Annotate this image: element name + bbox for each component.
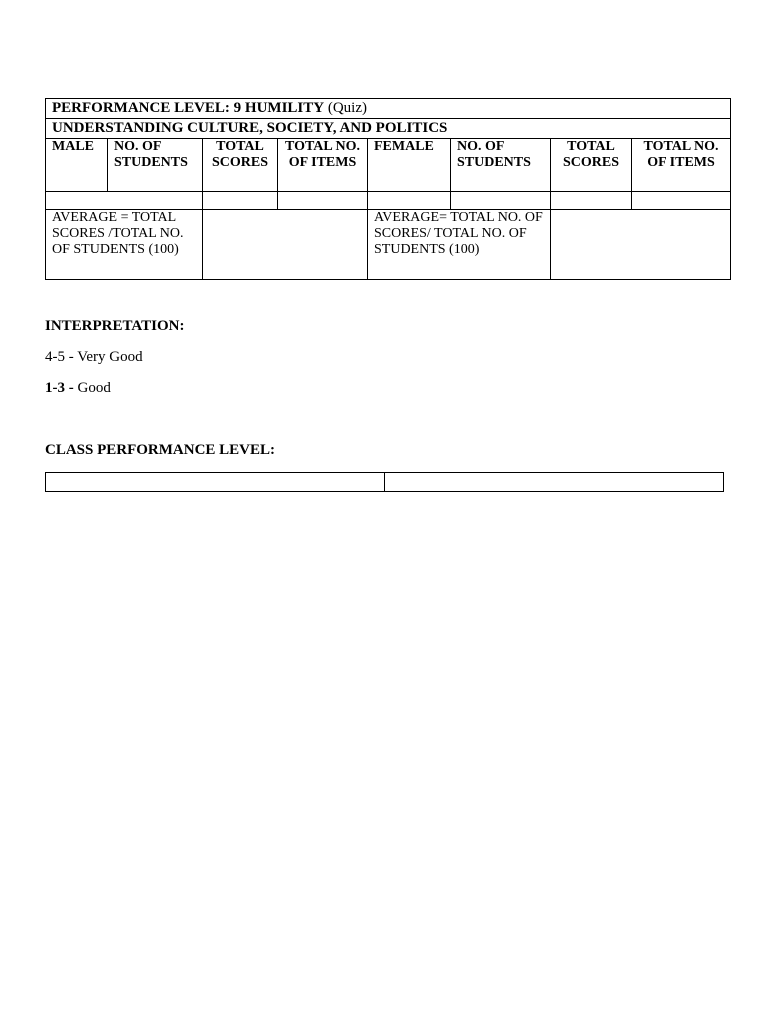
average-male-value[interactable]	[203, 210, 368, 280]
header-female-total-scores: TOTAL SCORES	[551, 139, 632, 192]
cell-male-total-items[interactable]	[278, 192, 368, 210]
class-performance-row	[46, 473, 724, 492]
header-row	[46, 139, 731, 192]
table-title	[46, 99, 731, 119]
average-male-label: AVERAGE = TOTAL SCORES /TOTAL NO. OF STUDENTS (100)	[46, 210, 203, 280]
interpretation-good-label: Good	[73, 380, 111, 396]
average-female-label: AVERAGE= TOTAL NO. OF SCORES/ TOTAL NO. OF STUDENTS (100)	[368, 210, 551, 280]
class-performance-cell-right[interactable]	[385, 473, 724, 492]
performance-section	[45, 98, 730, 280]
class-performance-title: CLASS PERFORMANCE LEVEL:	[45, 442, 276, 458]
header-male-total-items: TOTAL NO. OF ITEMS	[278, 139, 368, 192]
interpretation-very-good: 4-5 - Very Good	[45, 349, 143, 365]
average-row	[46, 210, 731, 280]
interpretation-title: INTERPRETATION:	[45, 318, 185, 334]
header-female-total-items: TOTAL NO. OF ITEMS	[632, 139, 731, 192]
subject-title: UNDERSTANDING CULTURE, SOCIETY, AND POLITICS	[46, 119, 731, 139]
header-male-students: NO. OF STUDENTS	[108, 139, 203, 192]
header-female-students: NO. OF STUDENTS	[451, 139, 551, 192]
header-male: MALE	[46, 139, 108, 192]
cell-female-total-scores[interactable]	[551, 192, 632, 210]
cell-male-count[interactable]	[46, 192, 203, 210]
performance-table	[45, 98, 731, 280]
average-female-value[interactable]	[551, 210, 731, 280]
cell-female-students[interactable]	[451, 192, 551, 210]
title-bold: PERFORMANCE LEVEL: 9 HUMILITY	[52, 100, 325, 116]
data-row	[46, 192, 731, 210]
cell-female-total-items[interactable]	[632, 192, 731, 210]
header-female: FEMALE	[368, 139, 451, 192]
subject-row	[46, 119, 731, 139]
cell-female[interactable]	[368, 192, 451, 210]
class-performance-cell-left[interactable]	[46, 473, 385, 492]
cell-male-total-scores[interactable]	[203, 192, 278, 210]
title-row	[46, 99, 731, 119]
header-male-total-scores: TOTAL SCORES	[203, 139, 278, 192]
class-performance-table	[45, 472, 724, 492]
interpretation-good-range: 1-3 -	[45, 380, 74, 396]
title-quiz: (Quiz)	[327, 100, 368, 116]
interpretation-good	[45, 380, 111, 397]
